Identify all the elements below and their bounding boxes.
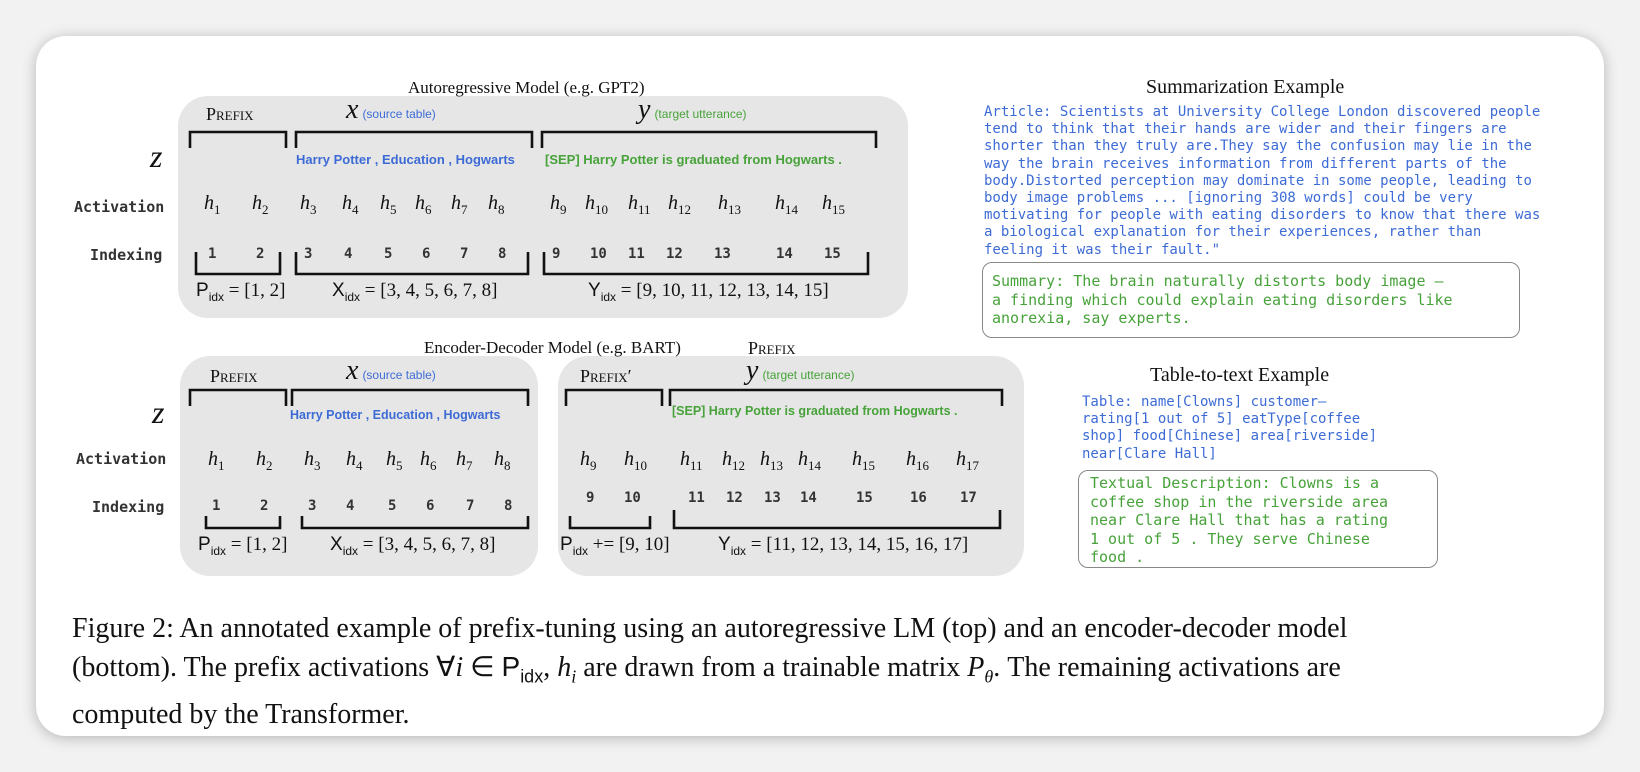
index-14: 14 xyxy=(776,246,793,262)
article-line: a biological explanation for their experiences, rather than xyxy=(984,224,1482,241)
article-line: Article: Scientists at University College London discovered people xyxy=(984,104,1541,120)
index-6: 6 xyxy=(422,246,431,262)
top-z-label: z xyxy=(150,138,163,174)
description-line: 1 out of 5 . They serve Chinese xyxy=(1090,529,1370,548)
dec-activation-h-13: $h_{13}$ xyxy=(760,448,783,473)
top-target-under-bracket xyxy=(544,252,868,274)
enc-prefix-over-bracket xyxy=(190,390,286,406)
activation-h-13: $h_{13}$ xyxy=(718,192,741,217)
article-line: shorter than they truly are.They say the confusion may lie in the xyxy=(984,138,1532,155)
summary-text xyxy=(992,272,1453,328)
dec-index-9: 9 xyxy=(586,490,595,506)
index-10: 10 xyxy=(590,246,607,262)
article-line: way the brain receives information from different parts of the xyxy=(984,155,1507,172)
description-line: near Clare Hall that has a rating xyxy=(1090,511,1389,529)
top-prefix-label: Prefix xyxy=(206,104,254,124)
activation-h-8: $h_8$ xyxy=(488,192,505,217)
enc-activation-h-1: $h_1$ xyxy=(208,448,225,473)
activation-h-9: $h_9$ xyxy=(550,192,567,217)
summary-line: anorexia, say experts. xyxy=(992,309,1191,327)
top-activation-label: Activation xyxy=(74,198,165,216)
dec-index-11: 11 xyxy=(688,490,705,506)
dec-activation-h-14: $h_{14}$ xyxy=(798,448,821,473)
top-target-tokens: [SEP] Harry Potter is graduated from Hogwarts . xyxy=(545,152,842,167)
dec-index-17: 17 xyxy=(960,490,977,506)
bottom-p-idx: $P_{idx} = [1$, 2] xyxy=(198,534,288,558)
caption-line-1: Figure 2: An annotated example of prefix-tuning using an autoregressive LM (top) and an encoder-decoder model xyxy=(72,613,1348,644)
dec-activation-h-15: $h_{15}$ xyxy=(852,448,875,473)
activation-h-3: $h_3$ xyxy=(300,192,317,217)
activation-h-5: $h_5$ xyxy=(380,192,397,217)
table-line: shop] food[Chinese] area[riverside] xyxy=(1082,428,1378,445)
dec-index-14: 14 xyxy=(800,490,817,506)
summarization-article xyxy=(984,104,1540,259)
dec-activation-h-11: $h_{11}$ xyxy=(680,448,703,473)
activation-h-12: $h_{12}$ xyxy=(668,192,691,217)
enc-activation-h-7: $h_7$ xyxy=(456,448,473,473)
bottom-x-idx: $X_{idx} = [3$, 4, 5, 6, 7, 8] xyxy=(330,534,496,558)
activation-h-1: $h_1$ xyxy=(204,192,221,217)
index-4: 4 xyxy=(344,246,353,262)
top-y-idx: $Y_{idx} = [9$, 10, 11, 12, 13, 14, 15] xyxy=(588,280,829,304)
figure-caption xyxy=(72,610,1347,734)
activation-h-2: $h_2$ xyxy=(252,192,269,217)
index-3: 3 xyxy=(304,246,313,262)
summary-line: a finding which could explain eating disorders like xyxy=(992,290,1453,309)
dec-index-15: 15 xyxy=(856,490,873,506)
enc-activation-h-6: $h_6$ xyxy=(420,448,437,473)
top-target-over-bracket xyxy=(542,132,876,148)
index-12: 12 xyxy=(666,246,683,262)
enc-index-2: 2 xyxy=(260,498,269,514)
table-line: near[Clare Hall] xyxy=(1082,445,1217,462)
description-line: food . xyxy=(1090,548,1145,566)
enc-index-4: 4 xyxy=(346,498,355,514)
table-input xyxy=(1082,394,1377,463)
dec-prefix-under-bracket xyxy=(570,516,650,528)
activation-h-11: $h_{11}$ xyxy=(628,192,651,217)
activation-h-14: $h_{14}$ xyxy=(775,192,798,217)
enc-index-5: 5 xyxy=(388,498,397,514)
enc-index-7: 7 xyxy=(466,498,475,514)
index-15: 15 xyxy=(824,246,841,262)
enc-index-6: 6 xyxy=(426,498,435,514)
table-line: Table: name[Clowns] customer– xyxy=(1082,394,1327,410)
index-2: 2 xyxy=(256,246,265,262)
enc-prefix-under-bracket xyxy=(206,516,280,528)
top-prefix-over-bracket xyxy=(190,132,286,148)
enc-index-3: 3 xyxy=(308,498,317,514)
enc-prefix-label: Prefix xyxy=(210,366,258,386)
enc-index-1: 1 xyxy=(212,498,221,514)
activation-h-10: $h_{10}$ xyxy=(585,192,608,217)
table-to-text-title: Table-to-text Example xyxy=(1150,364,1330,386)
activation-h-15: $h_{15}$ xyxy=(822,192,845,217)
dec-prefix-over-bracket xyxy=(566,390,662,406)
dec-activation-h-16: $h_{16}$ xyxy=(906,448,929,473)
dec-activation-h-10: $h_{10}$ xyxy=(624,448,647,473)
dec-target-under-bracket xyxy=(674,510,1000,528)
bottom-target-tokens: [SEP] Harry Potter is graduated from Hogwarts . xyxy=(672,404,958,418)
activation-h-6: $h_6$ xyxy=(415,192,432,217)
enc-activation-h-3: $h_3$ xyxy=(304,448,321,473)
autoregressive-title: Autoregressive Model (e.g. GPT2) xyxy=(408,78,645,97)
index-1: 1 xyxy=(208,246,217,262)
summarization-title: Summarization Example xyxy=(1146,76,1345,98)
dec-activation-h-17: $h_{17}$ xyxy=(956,448,979,473)
dec-prefix-prime-label: Prefix′ xyxy=(580,366,632,386)
caption-line-3: computed by the Transformer. xyxy=(72,698,410,730)
bottom-p-idx-plus: $P_{idx} += [9$, 10] xyxy=(560,534,670,558)
bottom-indexing-label: Indexing xyxy=(92,498,165,516)
article-line: tend to think that their hands are wider and their fingers are xyxy=(984,121,1507,138)
bottom-activation-label: Activation xyxy=(76,450,167,468)
top-x-label: x (source table) xyxy=(346,94,436,125)
article-line: feeling it was their fault." xyxy=(984,241,1221,258)
dec-index-16: 16 xyxy=(910,490,927,506)
top-indexing-label: Indexing xyxy=(90,246,163,264)
enc-activation-h-4: $h_4$ xyxy=(346,448,363,473)
caption-line-2: (bottom). The prefix activations ∀i ∈ $P_{idx}$, $h_i$ are drawn from a trainable matrix $P_\theta$. The remaining activations are xyxy=(72,651,1341,687)
description-text xyxy=(1090,474,1388,567)
enc-index-8: 8 xyxy=(504,498,513,514)
dec-index-12: 12 xyxy=(726,490,743,506)
enc-activation-h-8: $h_8$ xyxy=(494,448,511,473)
index-9: 9 xyxy=(552,246,561,262)
enc-source-under-bracket xyxy=(302,516,528,528)
index-11: 11 xyxy=(628,246,645,262)
bottom-source-tokens: Harry Potter , Education , Hogwarts xyxy=(290,408,501,422)
description-line: Textual Description: Clowns is a xyxy=(1090,474,1379,492)
enc-source-over-bracket xyxy=(292,390,528,406)
top-prefix-under-bracket xyxy=(196,252,280,274)
article-line: body image problems ... [ignoring 308 words] could be very xyxy=(984,190,1473,207)
description-line: coffee shop in the riverside area xyxy=(1090,492,1389,511)
enc-activation-h-5: $h_5$ xyxy=(386,448,403,473)
table-line: rating[1 out of 5] eatType[coffee xyxy=(1082,411,1361,428)
dec-target-over-bracket xyxy=(670,390,1002,406)
article-line: motivating for people with eating disorders to know that there was xyxy=(984,207,1541,224)
activation-h-7: $h_7$ xyxy=(451,192,468,217)
bottom-y-idx: $Y_{idx} = [11$, 12, 13, 14, 15, 16, 17] xyxy=(718,534,969,558)
index-7: 7 xyxy=(460,246,469,262)
summary-line: Summary: The brain naturally distorts body image – xyxy=(992,272,1444,290)
floating-prefix-label: Prefix xyxy=(748,338,796,358)
top-x-idx: $X_{idx} = [3$, 4, 5, 6, 7, 8] xyxy=(332,280,498,304)
article-line: body.Distorted perception may dominate in some people, leading to xyxy=(984,172,1532,189)
dec-index-10: 10 xyxy=(624,490,641,506)
encoder-decoder-title: Encoder-Decoder Model (e.g. BART) xyxy=(424,338,681,357)
bottom-z-label: z xyxy=(152,394,165,430)
dec-activation-h-9: $h_9$ xyxy=(580,448,597,473)
enc-activation-h-2: $h_2$ xyxy=(256,448,273,473)
dec-index-13: 13 xyxy=(764,490,781,506)
enc-x-label: x (source table) xyxy=(346,355,436,386)
index-13: 13 xyxy=(714,246,731,262)
top-p-idx: $P_{idx} = [1$, 2] xyxy=(196,280,286,304)
index-5: 5 xyxy=(384,246,393,262)
activation-h-4: $h_4$ xyxy=(342,192,359,217)
index-8: 8 xyxy=(498,246,507,262)
top-source-under-bracket xyxy=(296,252,528,274)
dec-activation-h-12: $h_{12}$ xyxy=(722,448,745,473)
top-source-tokens: Harry Potter , Education , Hogwarts xyxy=(296,152,515,167)
top-source-over-bracket xyxy=(296,132,532,148)
top-y-label: y (target utterance) xyxy=(638,94,747,125)
dec-y-label: y (target utterance) xyxy=(746,355,855,386)
